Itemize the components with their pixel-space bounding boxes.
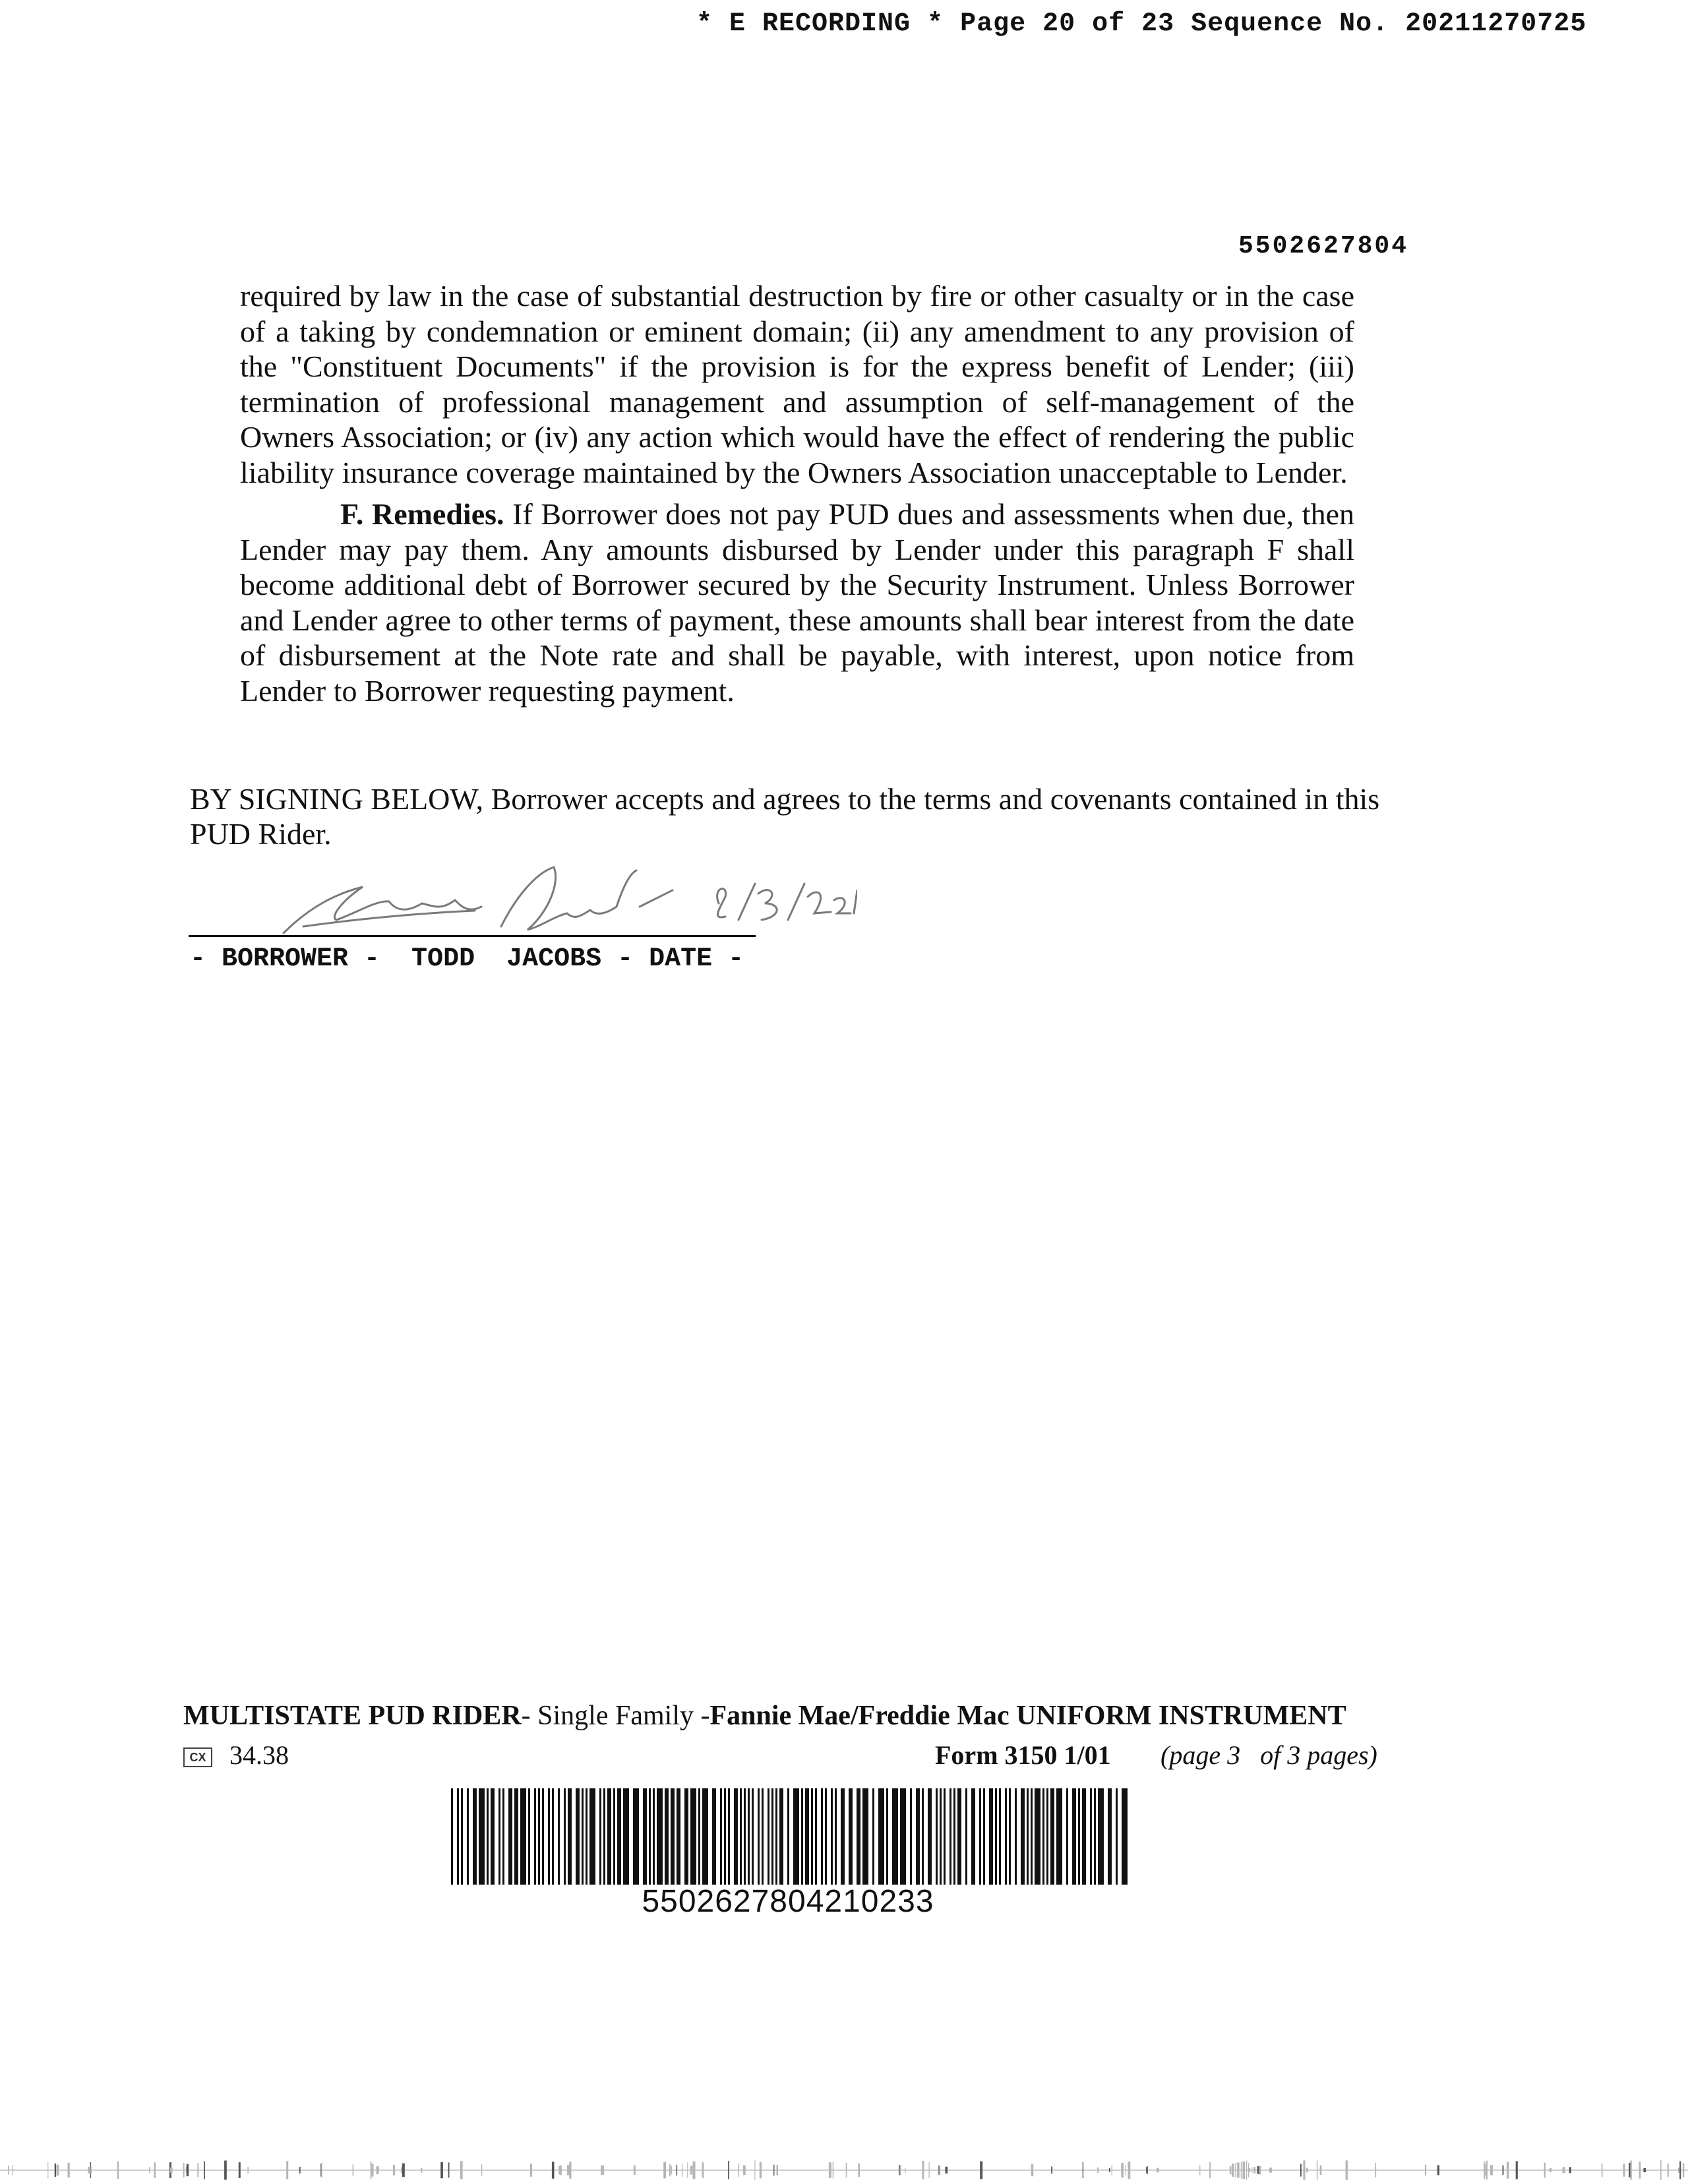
barcode-bar [793, 1788, 799, 1885]
barcode-bar [684, 1788, 688, 1885]
scan-edge-tick [170, 2168, 173, 2173]
barcode-bar [900, 1788, 906, 1885]
barcode-bar [558, 1788, 560, 1885]
barcode-bar [653, 1788, 655, 1885]
barcode-bar [771, 1788, 773, 1885]
barcode-bar [1005, 1788, 1007, 1885]
scan-edge-tick [1251, 2168, 1252, 2173]
scan-edge-tick [1630, 2160, 1631, 2179]
scan-edge-tick [552, 2162, 555, 2179]
barcode-bar [479, 1788, 485, 1885]
scan-edge-tick [1259, 2166, 1261, 2175]
scan-edge-tick [1425, 2165, 1426, 2176]
barcode-bar [734, 1788, 738, 1885]
scan-edge-tick [846, 2163, 847, 2177]
scan-edge-tick [1246, 2161, 1247, 2180]
barcode-bar [748, 1788, 750, 1885]
scan-edge-tick [1660, 2160, 1662, 2180]
scan-edge-tick [601, 2166, 603, 2175]
scan-edge-tick [1300, 2164, 1302, 2176]
barcode-bar [910, 1788, 912, 1885]
scan-edge-tick [1051, 2167, 1052, 2174]
barcode-bar [940, 1788, 942, 1885]
cx-code: 34.38 [229, 1740, 289, 1770]
scan-edge-tick [1097, 2168, 1099, 2173]
barcode-bar [720, 1788, 722, 1885]
scan-edge-tick [922, 2161, 924, 2179]
barcode-bar [989, 1788, 993, 1885]
barcode-bar [657, 1788, 663, 1885]
barcode-bar [953, 1788, 955, 1885]
scan-edge-tick [1320, 2166, 1322, 2175]
scan-edge-tick [460, 2161, 463, 2179]
scan-edge-tick [560, 2166, 562, 2175]
scan-edge-tick [1199, 2165, 1200, 2175]
barcode-bar [779, 1788, 783, 1885]
scan-edge-tick [8, 2166, 9, 2174]
barcode-bar [457, 1788, 459, 1885]
barcode-bar [805, 1788, 809, 1885]
barcode-bar [825, 1788, 827, 1885]
scan-edge-tick [481, 2164, 482, 2176]
scan-edge-tick [1544, 2163, 1546, 2178]
barcode-bar [498, 1788, 500, 1885]
barcode-bar [665, 1788, 669, 1885]
scan-edge-tick [939, 2166, 940, 2175]
barcode-bar [508, 1788, 512, 1885]
barcode-bar [928, 1788, 932, 1885]
form-number: Form 3150 1/01 [935, 1740, 1111, 1770]
barcode-bar [582, 1788, 584, 1885]
barcode-bar [862, 1788, 868, 1885]
signature-line [189, 935, 756, 937]
barcode-bar [775, 1788, 777, 1885]
scan-edge-tick [760, 2162, 762, 2179]
barcode-bar [821, 1788, 823, 1885]
barcode-bar [1027, 1788, 1029, 1885]
scan-edge-tick [247, 2167, 249, 2173]
scan-edge-tick [421, 2168, 422, 2173]
scan-edge-tick [1109, 2168, 1110, 2172]
barcode-bar [589, 1788, 595, 1885]
barcode-bar [514, 1788, 518, 1885]
scan-edge-tick [1490, 2165, 1493, 2175]
barcode-bar [671, 1788, 675, 1885]
scan-edge-tick [448, 2162, 450, 2177]
barcode-bar [957, 1788, 961, 1885]
scan-edge-tick [858, 2164, 860, 2177]
barcode-bar [744, 1788, 746, 1885]
barcode-bar [623, 1788, 629, 1885]
remedies-text: If Borrower does not pay PUD dues and assessments when due, then Lender may pay them. Any amounts disbursed by Lender under this paragraph F shall become additional debt of Borrower secured by the Security Instrument. Unless Borrower and Lender agree to other terms of payment, these amounts shall bear interest from the date of disbursement at the Note rate and shall be payable, with interest, upon notice from Lender to Borrower requesting payment. [240, 497, 1354, 708]
barcode-bar [801, 1788, 803, 1885]
barcode-bar [1056, 1788, 1062, 1885]
barcode-bar [542, 1788, 544, 1885]
scan-edge-tick [55, 2164, 56, 2177]
scan-edge-tick [371, 2162, 372, 2179]
scan-edge-tick [321, 2163, 322, 2178]
barcode-bar [1031, 1788, 1033, 1885]
scan-edge-tick [929, 2162, 930, 2178]
barcode [448, 1788, 1128, 1885]
scan-edge-tick [671, 2166, 672, 2175]
cx-icon: CX [183, 1747, 212, 1767]
barcode-bar [849, 1788, 853, 1885]
barcode-bar [690, 1788, 696, 1885]
barcode-bar [1021, 1788, 1025, 1885]
scan-edge-tick [1668, 2164, 1669, 2177]
scan-edge-tick [1639, 2162, 1641, 2178]
barcode-bar [1015, 1788, 1017, 1885]
form-title-part3: Fannie Mae/Freddie Mac UNIFORM INSTRUMENT [709, 1701, 1346, 1731]
scan-edge-tick [1375, 2163, 1376, 2177]
barcode-bar [1078, 1788, 1080, 1885]
scan-edge-tick [1503, 2166, 1504, 2175]
scan-edge-tick [88, 2167, 90, 2173]
scan-edge-tick [68, 2163, 70, 2177]
scan-edge-tick [1235, 2163, 1236, 2177]
barcode-bar [815, 1788, 817, 1885]
scan-edge-tick [197, 2163, 198, 2177]
scan-edge-tick [90, 2167, 92, 2173]
scan-edge-tick [603, 2166, 604, 2175]
scan-edge-tick [829, 2162, 831, 2178]
scan-edge-tick [1602, 2164, 1603, 2177]
recording-header: * E RECORDING * Page 20 of 23 Sequence No. 20211270725 [696, 9, 1587, 39]
barcode-bar [944, 1788, 946, 1885]
barcode-bar [467, 1788, 469, 1885]
scan-edge-tick [1317, 2160, 1318, 2179]
form-title [183, 1700, 1346, 1732]
scan-edge-tick [945, 2167, 948, 2173]
barcode-bar [831, 1788, 833, 1885]
barcode-bar [487, 1788, 489, 1885]
barcode-bar [1066, 1788, 1068, 1885]
barcode-bar [633, 1788, 639, 1885]
borrower-signature [264, 847, 857, 953]
scan-edge-tick [773, 2165, 774, 2176]
scan-edge-tick [1550, 2168, 1552, 2172]
scan-edge-line [0, 2169, 1688, 2171]
scan-edge-tick [754, 2160, 755, 2180]
barcode-bar [728, 1788, 730, 1885]
scan-edge-tick [777, 2165, 779, 2175]
scan-edge-tick [1644, 2168, 1646, 2172]
scan-edge-tick [1303, 2160, 1305, 2179]
scan-edge-tick [1237, 2162, 1240, 2177]
rider-paragraph-continued: required by law in the case of substantial destruction by fire or other casualty or in the case of a taking by condemnation or eminent domain; (ii) any amendment to any provision of the "Constituent Documents" if the provision is for the express benefit of Lender; (iii) termination of professional management and assumption of self-management of the Owners Association; or (iv) any action which would have the effect of rendering the public liability insurance coverage maintained by the Owners Association unacceptable to Lender. [240, 279, 1354, 489]
page-count: (page 3 of 3 pages) [1160, 1740, 1377, 1770]
barcode-bar [995, 1788, 997, 1885]
barcode-bar [599, 1788, 601, 1885]
scan-edge-tick [204, 2161, 205, 2179]
scan-edge-tick [47, 2162, 48, 2178]
barcode-bar [878, 1788, 884, 1885]
scan-edge-tick [1516, 2161, 1518, 2179]
barcode-bar [702, 1788, 708, 1885]
scan-edge-tick [1679, 2161, 1681, 2179]
barcode-bar [607, 1788, 611, 1885]
scan-edge-tick [1569, 2167, 1571, 2173]
scan-edge-tick [980, 2162, 982, 2179]
barcode-bar [999, 1788, 1001, 1885]
scan-edge-tick [154, 2162, 156, 2178]
scan-edge-tick [743, 2166, 746, 2175]
barcode-bar [451, 1788, 453, 1885]
scan-edge-artifact [0, 2156, 1688, 2184]
remedies-paragraph [240, 497, 1354, 708]
barcode-bar [1108, 1788, 1112, 1885]
barcode-bar [768, 1788, 769, 1885]
barcode-bar [886, 1788, 888, 1885]
barcode-bar [712, 1788, 716, 1885]
barcode-bar [534, 1788, 536, 1885]
barcode-bar [473, 1788, 477, 1885]
scan-edge-tick [1146, 2167, 1147, 2173]
scan-edge-tick [1031, 2164, 1034, 2177]
barcode-bar [787, 1788, 789, 1885]
scan-edge-tick [1248, 2168, 1250, 2172]
barcode-bar [1098, 1788, 1104, 1885]
scan-edge-tick [693, 2162, 696, 2179]
form-title-part2: - Single Family - [521, 1701, 710, 1731]
scan-edge-tick [1232, 2164, 1234, 2177]
scan-edge-tick [1209, 2162, 1211, 2179]
scan-edge-tick [1623, 2164, 1625, 2177]
scan-edge-tick [899, 2166, 901, 2175]
barcode-bar [1090, 1788, 1092, 1885]
barcode-bar [965, 1788, 967, 1885]
barcode-bar [568, 1788, 572, 1885]
barcode-bar [979, 1788, 981, 1885]
barcode-bar [857, 1788, 860, 1885]
scan-edge-tick [1128, 2162, 1131, 2179]
barcode-bar [1072, 1788, 1076, 1885]
barcode-number: 5502627804210233 [642, 1884, 934, 1919]
barcode-bar [752, 1788, 754, 1885]
scan-edge-tick [1306, 2168, 1308, 2173]
scan-edge-tick [663, 2162, 666, 2179]
barcode-bar [1042, 1788, 1044, 1885]
scan-edge-tick [224, 2161, 227, 2180]
scan-edge-tick [1121, 2163, 1124, 2177]
scan-edge-tick [1269, 2168, 1272, 2173]
scan-edge-tick [286, 2161, 288, 2179]
scan-edge-tick [187, 2164, 189, 2176]
barcode-bar [1046, 1788, 1048, 1885]
barcode-bar [1035, 1788, 1040, 1885]
scan-edge-tick [1346, 2160, 1348, 2180]
signature-caption: - BORROWER - TODD JACOBS - DATE - [190, 944, 744, 974]
scan-edge-tick [377, 2166, 379, 2174]
scan-edge-tick [1437, 2166, 1439, 2175]
scan-edge-tick [1147, 2166, 1148, 2174]
scan-edge-tick [634, 2166, 636, 2175]
barcode-bar [936, 1788, 938, 1885]
scan-edge-tick [372, 2164, 374, 2177]
barcode-bar [762, 1788, 764, 1885]
remedies-heading: F. Remedies. [340, 497, 504, 531]
barcode-bar [1009, 1788, 1011, 1885]
scan-edge-tick [1230, 2166, 1232, 2174]
scan-edge-tick [1507, 2162, 1509, 2179]
barcode-bar [971, 1788, 975, 1885]
scan-edge-tick [738, 2164, 740, 2177]
form-title-part1: MULTISTATE PUD RIDER [183, 1701, 522, 1731]
scan-edge-tick [677, 2165, 678, 2175]
barcode-bar [1116, 1788, 1118, 1885]
scan-edge-tick [1563, 2167, 1565, 2173]
barcode-bar [613, 1788, 615, 1885]
barcode-bar [841, 1788, 845, 1885]
scan-edge-tick [393, 2165, 395, 2175]
barcode-bar [983, 1788, 985, 1885]
barcode-bar [758, 1788, 760, 1885]
scan-edge-tick [402, 2164, 405, 2177]
scan-edge-tick [702, 2162, 704, 2178]
barcode-bar [1094, 1788, 1096, 1885]
barcode-bar [698, 1788, 700, 1885]
scan-edge-tick [440, 2162, 443, 2179]
barcode-bar [916, 1788, 920, 1885]
barcode-bar [548, 1788, 550, 1885]
signing-statement: BY SIGNING BELOW, Borrower accepts and agrees to the terms and covenants contained in this PUD Rider. [190, 782, 1380, 851]
scan-edge-tick [1486, 2166, 1488, 2175]
loan-number: 5502627804 [1238, 232, 1409, 260]
scan-edge-tick [1157, 2168, 1159, 2173]
barcode-bar [538, 1788, 540, 1885]
barcode-bar [892, 1788, 898, 1885]
barcode-bar [564, 1788, 566, 1885]
barcode-bar [1122, 1788, 1128, 1885]
scan-edge-tick [183, 2163, 185, 2177]
scan-edge-tick [117, 2162, 119, 2179]
scan-edge-tick [1253, 2167, 1255, 2173]
scan-edge-tick [530, 2164, 532, 2177]
scan-edge-tick [690, 2166, 692, 2174]
scan-edge-tick [687, 2162, 688, 2177]
barcode-bar [520, 1788, 526, 1885]
barcode-bar [835, 1788, 837, 1885]
barcode-bar [724, 1788, 726, 1885]
scan-edge-tick [669, 2164, 671, 2177]
scan-edge-tick [728, 2161, 729, 2179]
barcode-bar [586, 1788, 588, 1885]
barcode-bar [603, 1788, 605, 1885]
barcode-bar [740, 1788, 742, 1885]
scan-edge-tick [239, 2162, 241, 2178]
barcode-bar [552, 1788, 554, 1885]
barcode-bar [617, 1788, 621, 1885]
scan-edge-tick [1241, 2162, 1242, 2179]
barcode-bar [1082, 1788, 1086, 1885]
barcode-bar [922, 1788, 924, 1885]
scan-edge-tick [1484, 2162, 1485, 2179]
barcode-bar [677, 1788, 680, 1885]
barcode-bar [502, 1788, 504, 1885]
barcode-bar [576, 1788, 580, 1885]
barcode-bar [491, 1788, 495, 1885]
scan-edge-tick [57, 2165, 59, 2176]
barcode-bar [461, 1788, 463, 1885]
scan-edge-tick [1683, 2164, 1684, 2177]
barcode-bar [1050, 1788, 1054, 1885]
barcode-bar [872, 1788, 874, 1885]
barcode-bar [528, 1788, 530, 1885]
scan-edge-tick [1244, 2162, 1245, 2179]
barcode-bar [643, 1788, 647, 1885]
scan-edge-tick [569, 2162, 571, 2179]
barcode-bar [649, 1788, 651, 1885]
scan-edge-tick [353, 2164, 354, 2175]
barcode-bar [811, 1788, 813, 1885]
scan-edge-tick [299, 2167, 301, 2173]
scan-edge-tick [149, 2167, 150, 2173]
barcode-bar [950, 1788, 951, 1885]
